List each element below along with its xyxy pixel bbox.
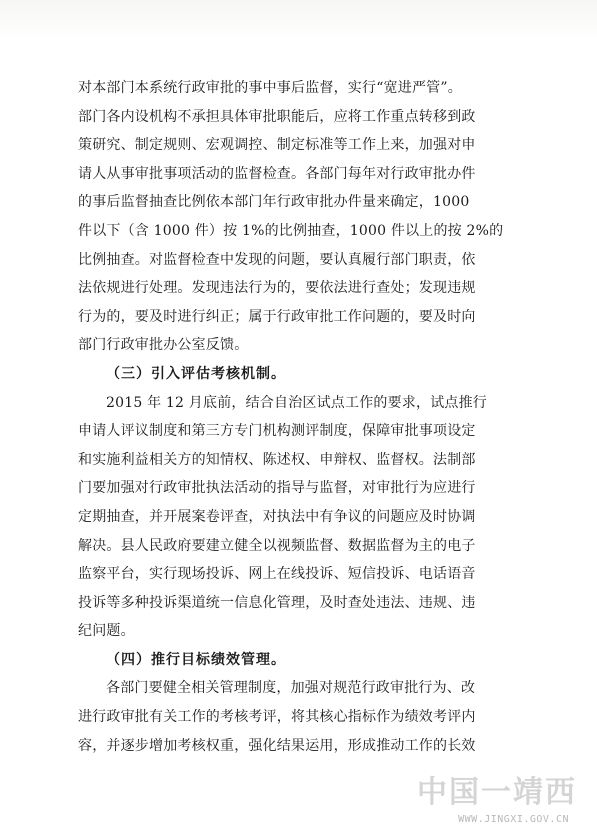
text-line: 比例抽查。对监督检查中发现的问题，要认真履行部门职责，依 xyxy=(78,251,476,268)
text-line: 容，并逐步增加考核权重，强化结果运用，形成推动工作的长效 xyxy=(78,737,476,754)
text-line: 行为的，要及时进行纠正；属于行政审批工作问题的，要及时向 xyxy=(78,308,476,325)
text-line: 策研究、制定规则、宏观调控、制定标准等工作上来，加强对申 xyxy=(78,137,476,154)
text-line: 解决。县人民政府要建立健全以视频监督、数据监督为主的电子 xyxy=(78,537,476,554)
text-line: 进行政审批有关工作的考核考评，将其核心指标作为绩效考评内 xyxy=(78,709,476,726)
site-watermark xyxy=(417,767,577,825)
text-line: 门要加强对行政审批执法活动的指导与监督，对审批行为应进行 xyxy=(78,480,476,497)
text-line: 部门行政审批办公室反馈。 xyxy=(78,337,249,354)
text-line: 件以下（含 1000 件）按 1%的比例抽查，1000 件以上的按 2%的 xyxy=(78,222,504,239)
text-line: 对本部门本系统行政审批的事中事后监督，实行“宽进严管”。 xyxy=(78,80,462,96)
section-heading: （三）引入评估考核机制。 xyxy=(106,365,286,382)
section-heading: （四）推行目标绩效管理。 xyxy=(106,651,286,668)
text-line: 监察平台，实行现场投诉、网上在线投诉、短信投诉、电话语音 xyxy=(78,566,476,583)
watermark-url: WWW.JINGXI.GOV.CN xyxy=(458,814,569,825)
text-line: 纪问题。 xyxy=(78,623,135,640)
text-line: 申请人评议制度和第三方专门机构测评制度，保障审批事项设定 xyxy=(78,423,476,440)
document-body xyxy=(78,74,528,760)
text-line: 2015 年 12 月底前，结合自治区试点工作的要求，试点推行 xyxy=(106,394,487,411)
text-line: 请人从事审批事项活动的监督检查。各部门每年对行政审批办件 xyxy=(78,165,476,182)
text-line: 法依规进行处理。发现违法行为的，要依法进行查处；发现违规 xyxy=(78,280,476,297)
text-line: 投诉等多种投诉渠道统一信息化管理，及时查处违法、违规、违 xyxy=(78,594,476,611)
text-line: 部门各内设机构不承担具体审批职能后，应将工作重点转移到政 xyxy=(78,108,476,125)
text-line: 的事后监督抽查比例依本部门年行政审批办件量来确定，1000 xyxy=(78,194,470,211)
watermark-chinese: 中国一靖西 xyxy=(417,775,577,810)
text-line: 定期抽查，并开展案卷评查，对执法中有争议的问题应及时协调 xyxy=(78,508,476,525)
text-line: 和实施利益相关方的知情权、陈述权、申辩权、监督权。法制部 xyxy=(78,451,476,468)
text-line: 各部门要健全相关管理制度，加强对规范行政审批行为、改 xyxy=(106,680,476,697)
